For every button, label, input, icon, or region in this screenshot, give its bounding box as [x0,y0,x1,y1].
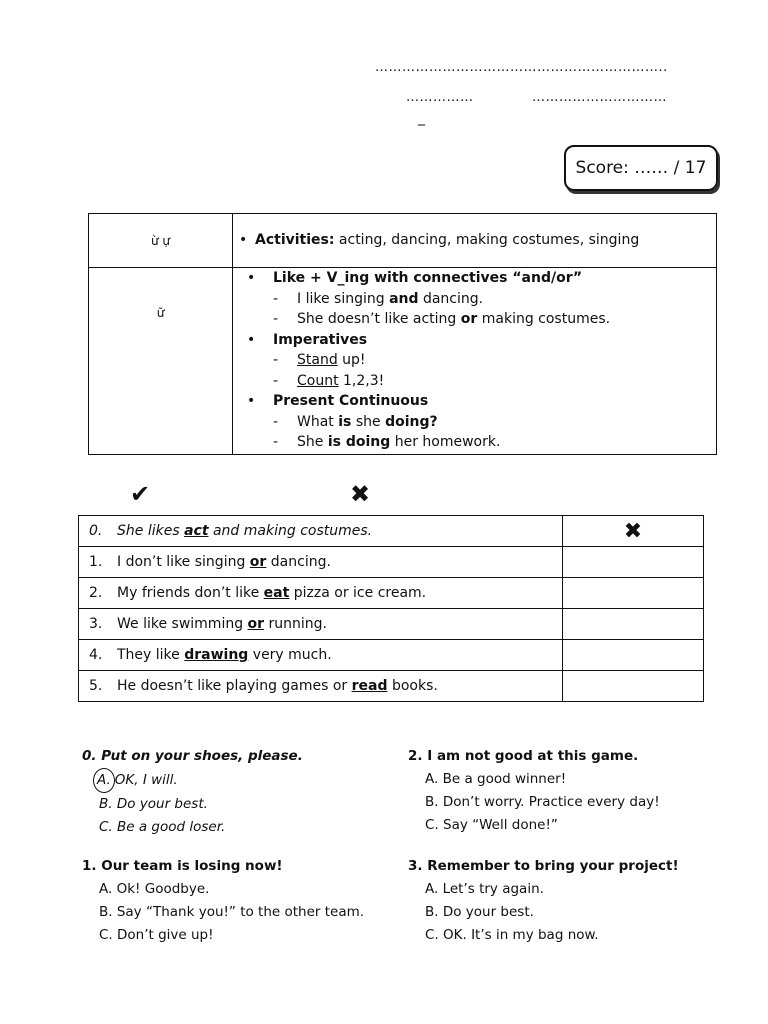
summary-row-label: ừ ự [89,214,233,268]
score-box [564,145,718,191]
question-2: 2. I am not good at this game. A. Be a good winner! B. Don’t worry. Practice every day! C. Say “Well done!” [408,745,728,837]
option[interactable]: A. Be a good winner! [425,771,567,787]
table-row: 2. My friends don’t like eat pizza or ice cream. [79,578,704,609]
table-row: 1. I don’t like singing or dancing. [79,547,704,578]
date-line[interactable]: ………………………… [532,90,667,105]
answer-circle: A. [93,768,115,793]
cross-icon: ✖ [350,480,371,508]
table-row: 3. We like swimming or running. [79,609,704,640]
answer-cell[interactable] [563,547,704,578]
answer-cell[interactable] [563,640,704,671]
answer-cell[interactable] [563,578,704,609]
table-row: 4. They like drawing very much. [79,640,704,671]
option[interactable]: B. Do your best. [425,904,534,920]
class-line[interactable]: …………… [406,90,474,105]
option[interactable]: B. Don’t worry. Practice every day! [425,794,660,810]
question-1: 1. Our team is losing now! A. Ok! Goodbye. B. Say “Thank you!” to the other team. C. Don’t give up! [82,855,392,947]
summary-row-label: ữ [89,268,233,455]
option[interactable]: C. Be a good loser. [99,819,226,835]
question-3: 3. Remember to bring your project! A. Let’s try again. B. Do your best. C. OK. It’s in my bag now. [408,855,728,947]
cross-icon: ✖ [623,518,643,544]
answer-cell[interactable] [563,516,704,547]
option[interactable]: A. Let’s try again. [425,881,544,897]
check-icon: ✔ [130,480,151,508]
answer-cell[interactable] [563,671,704,702]
answer-cell[interactable] [563,609,704,640]
option[interactable]: A. Ok! Goodbye. [99,881,210,897]
header-dash: _ [418,110,425,126]
option[interactable]: C. OK. It’s in my bag now. [425,927,599,943]
option[interactable]: C. Say “Well done!” [425,817,558,833]
summary-table [88,213,717,455]
question-0: 0. Put on your shoes, please. A. OK, I will. B. Do your best. C. Be a good loser. [82,745,382,839]
score-label: Score: …… / 17 [575,158,707,178]
option[interactable]: B. Do your best. [99,796,208,812]
table-row: 0. She likes act and making costumes. ✖ [79,516,704,547]
grammar-cell: • Like + V_ing with connectives “and/or” - I like singing and dancing. - She doesn’t like acting or making costumes. • Imperatives - Stand up! - Count 1,2,3! • Present Continuous - What is she doing? - She is doing her homework. [233,268,717,455]
table-row: 5. He doesn’t like playing games or read books. [79,671,704,702]
activities-cell: • Activities: acting, dancing, making costumes, singing [233,214,717,268]
sentence-table [78,515,704,702]
name-line[interactable]: ……………………………………………………….. [375,60,668,75]
option[interactable]: C. Don’t give up! [99,927,214,943]
option[interactable]: B. Say “Thank you!” to the other team. [99,904,365,920]
